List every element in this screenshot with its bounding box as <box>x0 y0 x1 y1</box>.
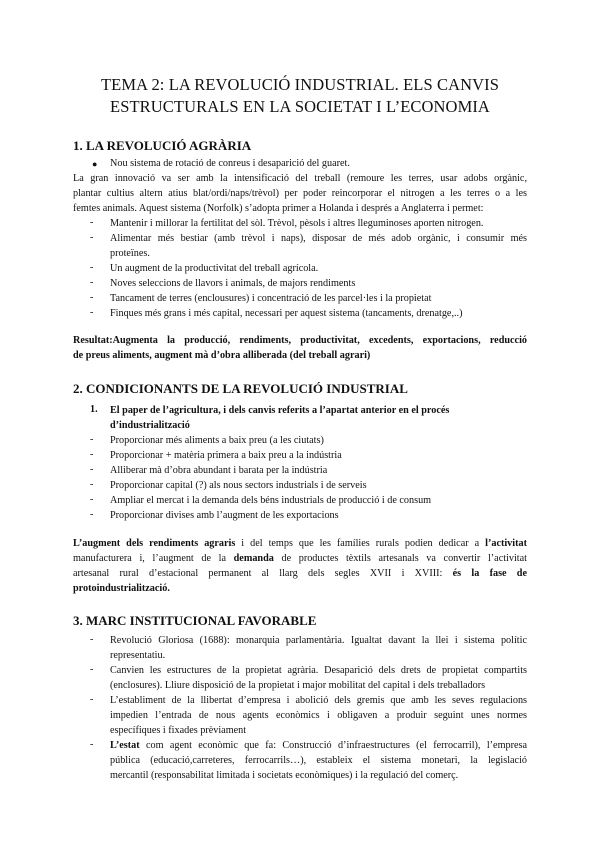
dash-glyph: - <box>90 434 94 445</box>
section-1-list-item-cont: proteïnes. <box>110 248 150 259</box>
section-2-list-item: Proporcionar divises amb l’augment de les exportacions <box>110 510 339 521</box>
section-2-number: 1. <box>90 404 98 415</box>
section-1-para-line: La gran innovació va ser amb la intensificació del treball (remoure les terres, usar adobs orgànic, <box>73 173 527 184</box>
text-run: de productes tèxtils artesanals va convertir l’activitat <box>273 553 527 564</box>
emphasis: és la fase de <box>452 568 527 579</box>
section-2-paragraph-line: protoindustrialització. <box>73 583 170 594</box>
section-2-list-item: Proporcionar capital (?) als nous sectors industrials i de serveis <box>110 480 367 491</box>
dash-glyph: - <box>90 464 94 475</box>
dash-glyph: - <box>90 634 94 645</box>
section-1-list-item: Tancament de terres (enclousures) i concentració de les parcel·les i la propietat <box>110 293 432 304</box>
emphasis: L’estat <box>110 740 140 751</box>
section-2-paragraph-line <box>73 552 527 565</box>
section-2-list-item: Ampliar el mercat i la demanda dels béns industrials de producció i de consum <box>110 495 432 506</box>
section-3-list-item-cont: específiques i fixades prèviament <box>110 725 247 736</box>
dash-glyph: - <box>90 509 94 520</box>
document-title <box>60 74 540 118</box>
text-run: i del temps que les famílies rurals podien dedicar a <box>235 538 486 549</box>
section-2-heading: 2. CONDICIONANTS DE LA REVOLUCIÓ INDUSTRIAL <box>73 381 408 396</box>
section-3-list-item-cont: mercantil (responsabilitat limitada i societats econòmiques) i la regulació del comerç. <box>110 770 459 781</box>
dash-glyph: - <box>90 449 94 460</box>
section-1-heading: 1. LA REVOLUCIÓ AGRÀRIA <box>73 138 252 153</box>
text-run: artesanal rural d’estacional permanent al llarg dels segles XVII i XVIII: <box>73 568 453 579</box>
emphasis: demanda <box>233 553 274 564</box>
dash-glyph: - <box>90 232 94 243</box>
dash-glyph: - <box>90 739 94 750</box>
section-1-result: Resultat:Augmenta la producció, rendiments, productivitat, excedents, exportacions, reducció <box>73 335 527 346</box>
section-3-list-item: Canvien les estructures de la propietat agrària. Desaparició dels drets de propietat compartits <box>110 665 527 676</box>
section-1-bullet-text: Nou sistema de rotació de conreus i desaparició del guaret. <box>110 158 350 169</box>
dash-glyph: - <box>90 217 94 228</box>
emphasis: L’augment dels rendiments agraris <box>73 538 236 549</box>
section-2-paragraph-line <box>73 567 527 580</box>
section-1-result: de preus aliments, augment mà d’obra alliberada (del treball agrari) <box>73 350 371 361</box>
title-line-1: TEMA 2: LA REVOLUCIÓ INDUSTRIAL. ELS CANVIS <box>100 75 499 94</box>
section-1-list-item: Mantenir i millorar la fertilitat del sòl. Trèvol, pèsols i altres lleguminoses aporten nitrogen. <box>110 218 484 229</box>
section-2-paragraph-line <box>73 537 527 550</box>
section-2-list-item: Alliberar mà d’obra abundant i barata per la indústria <box>110 465 328 476</box>
title-line-2: ESTRUCTURALS EN LA SOCIETAT I L’ECONOMIA <box>110 97 490 116</box>
section-3-list-item-cont: representatiu. <box>110 650 166 661</box>
section-1-list-item: Finques més grans i més capital, necessari per aquest sistema (tancaments, drenatge,..) <box>110 308 463 319</box>
dash-glyph: - <box>90 494 94 505</box>
emphasis: l’activitat <box>485 538 527 549</box>
section-3-list-item: Revolució Gloriosa (1688): monarquia parlamentària. Igualtat davant la llei i sistema polític <box>110 635 527 646</box>
dash-glyph: - <box>90 479 94 490</box>
section-1-list-item: Noves seleccions de llavors i animals, de majors rendiments <box>110 278 356 289</box>
section-1-para-line: femtes animals. Aquest sistema (Norfolk) s’adopta primer a Holanda i després a Anglaterra i permet: <box>73 203 484 214</box>
text-run: com agent econòmic que fa: Construcció d’infraestructures (el ferrocarril), l’empresa <box>139 740 527 751</box>
section-3-heading: 3. MARC INSTITUCIONAL FAVORABLE <box>73 613 317 628</box>
dash-glyph: - <box>90 664 94 675</box>
section-2-list-item: Proporcionar més aliments a baix preu (a les ciutats) <box>110 435 324 446</box>
section-3-list-item-cont: impedien l’entrada de nous agents econòmics i obligaven a produir seguint unes normes <box>110 710 527 721</box>
dash-glyph: - <box>90 292 94 303</box>
dash-glyph: - <box>90 307 94 318</box>
section-1-list-item: Un augment de la productivitat del treball agrícola. <box>110 263 319 274</box>
section-1-list-item: Alimentar més bestiar (amb trèvol i naps), disposar de més adob orgànic, i consumir més <box>110 233 527 244</box>
section-3-list-item <box>110 739 527 752</box>
section-3-list-item-cont: (enclosures). Lliure disposició de la propietat i major mobilitat del capital i dels treballadors <box>110 680 486 691</box>
section-2-subheading: El paper de l’agricultura, i dels canvis referits a l’apartat anterior en el procés <box>110 405 450 416</box>
section-3-list-item-cont: pública (educació,carreteres, ferrocarrils…), estableix el sistema monetari, la legislació <box>110 755 527 766</box>
section-2-list-item: Proporcionar + matèria primera a baix preu a la indústria <box>110 450 342 461</box>
section-1-para-line: plantar cultius altern atius blat/ordi/naps/trèvol) per poder reincorporar el nitrogen a les terres o a les <box>73 188 527 199</box>
section-2-subheading: d’industrialització <box>110 420 190 431</box>
text-run: manufacturera i, l’augment de la <box>73 553 234 564</box>
dash-glyph: - <box>90 694 94 705</box>
section-3-list-item: L’establiment de la llibertat d’empresa i abolició dels gremis que amb les seves regulacions <box>110 695 527 706</box>
bullet-glyph: ● <box>92 159 98 169</box>
dash-glyph: - <box>90 277 94 288</box>
dash-glyph: - <box>90 262 94 273</box>
